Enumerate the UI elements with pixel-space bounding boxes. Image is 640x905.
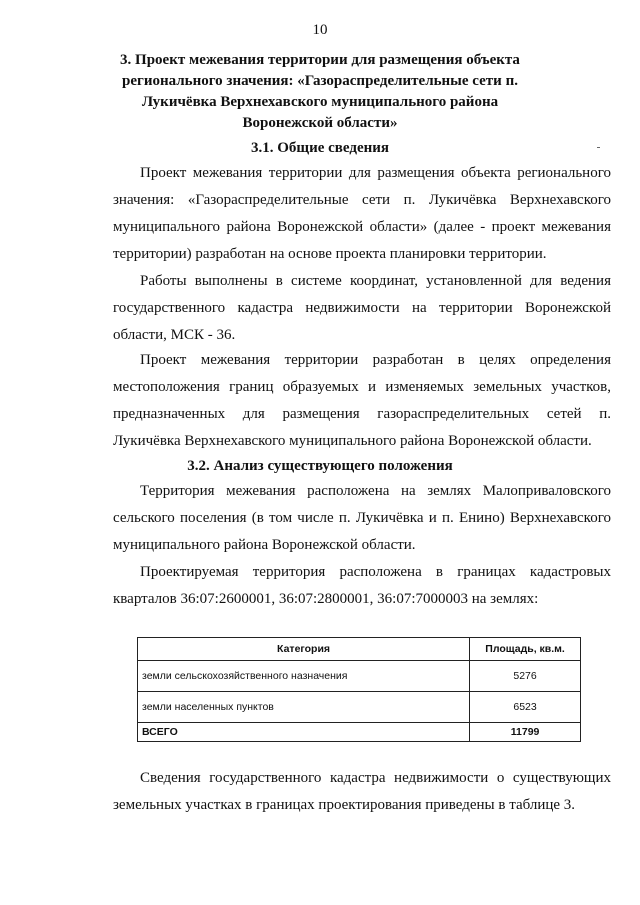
- paragraph: Работы выполнены в системе координат, установленной для ведения государственного кадастра недвижимости на территории Воронежской области, МСК - 36.: [113, 273, 611, 343]
- paragraph: Проект межевания территории для размещения объекта регионального значения: «Газораспределительные сети п. Лукичёвка Верхнехавского муниципального района Воронежской области» (далее - проект межевания территории) разработан на основе проекта планировки территории.: [113, 165, 611, 262]
- column-header-area: Площадь, кв.м.: [470, 638, 581, 661]
- total-label: ВСЕГО: [138, 723, 470, 742]
- paragraph: Проектируемая территория расположена в границах кадастровых кварталов 36:07:2600001, 36:07:2800001, 36:07:7000003 на землях:: [113, 564, 611, 607]
- table-cell-category: земли населенных пунктов: [138, 692, 470, 723]
- section-title: 3. Проект межевания территории для размещения объекта регионального значения: «Газораспределительные сети п. Лукичёвка Верхнехавского муниципального района Воронежской области»: [120, 52, 520, 131]
- page-number: 10: [312, 22, 328, 38]
- table-header-row: [138, 638, 581, 661]
- subsection-heading-analysis: 3.2. Анализ существующего положения: [187, 458, 453, 474]
- table-row: [138, 661, 581, 692]
- table-cell-area: 5276: [470, 661, 581, 692]
- closing-paragraph: Сведения государственного кадастра недвижимости о существующих земельных участках в границах проектирования приведены в таблице 3.: [113, 770, 611, 813]
- table-row: [138, 692, 581, 723]
- table-cell-area: 6523: [470, 692, 581, 723]
- table-total-row: [138, 723, 581, 742]
- land-category-table: [137, 637, 581, 742]
- subsection-heading-general: 3.1. Общие сведения: [251, 140, 389, 156]
- paragraph: Территория межевания расположена на землях Малоприваловского сельского поселения (в том числе п. Лукичёвка и п. Енино) Верхнехавского муниципального района Воронежской области.: [113, 483, 611, 553]
- paragraph: Проект межевания территории разработан в целях определения местоположения границ образуемых и изменяемых земельных участков, предназначенных для размещения газораспределительных сетей п. Лукичёвка Верхнехавского муниципального района Воронежской области.: [113, 352, 611, 449]
- total-value: 11799: [470, 723, 581, 742]
- table-cell-category: земли сельскохозяйственного назначения: [138, 661, 470, 692]
- column-header-category: Категория: [138, 638, 470, 661]
